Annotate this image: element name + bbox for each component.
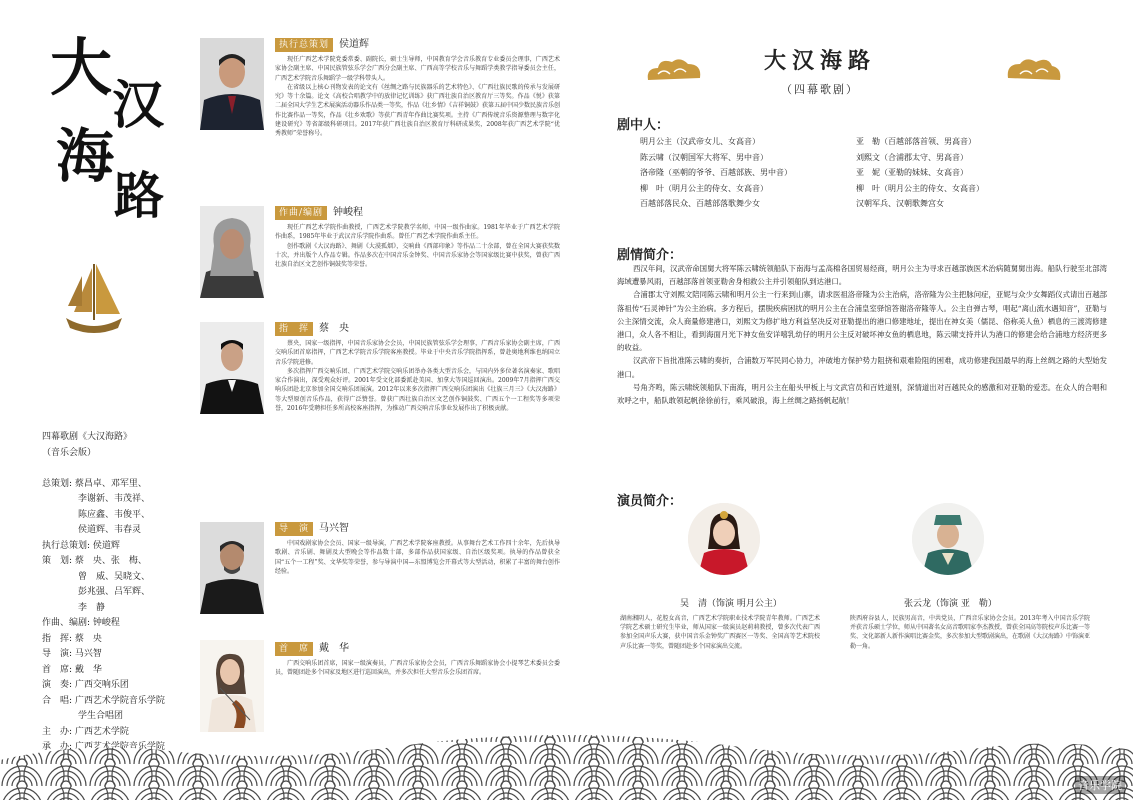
credit-line: 李谢新、韦茂祥、	[42, 494, 151, 504]
credit-line: 合 唱: 广西艺术学院音乐学院	[42, 695, 165, 706]
cast-item: 洛帝隆（巫朝的爷爷、百越部族、男中音）	[640, 168, 792, 177]
calligraphy-title	[50, 31, 190, 230]
credit-line	[42, 461, 192, 477]
role-tag: 作曲/编剧	[275, 206, 327, 220]
opera-title: 大汉海路	[763, 48, 876, 74]
actor-name: 张云龙（饰演 亚 勒）	[904, 599, 997, 609]
cast-item: 汉朝军兵、汉朝歌舞宫女	[856, 199, 944, 208]
credit-line: 陈应鑫、韦俊平、	[42, 509, 151, 520]
bio-paragraph: 蔡央，国家一级指挥，中国音乐家协会会员，中国民族管弦乐学会理事，广西音乐家协会副主席，广西交响乐团首席指挥，广西艺术学院音乐学院客座教授。毕业于中央音乐学院指挥系，曾赴奥地利维也纳国立音乐学院进修。	[275, 340, 560, 366]
credit-line: 执行总策划: 侯道辉	[42, 540, 120, 551]
bio-block-hou	[275, 38, 560, 139]
bio-block-zhong	[275, 206, 560, 269]
bio-block-ma	[275, 522, 560, 576]
synopsis-paragraph: 汉武帝下旨批准陈云啸的奏折，合浦数万军民同心协力，冲破地方保护势力阻挠和艰难险阻的困难，成功修建我国最早的海上丝绸之路的大型始发港口。	[617, 356, 1107, 379]
bio-paragraph: 中国戏剧家协会会员、国家一级导演，广西艺术学院客座教授。从事舞台艺术工作四十余年，先后执导歌剧、音乐剧、舞剧及大型晚会等作品数十部，多部作品获国家级、自治区级奖项。执导的作品曾获全国“五个一工程”奖、文华奖等荣誉，参与导演中国—东盟博览会开幕式等大型活动，积累了丰富的舞台创作经验。	[275, 540, 560, 575]
opera-title-block	[740, 44, 900, 97]
portrait-photo-hou	[200, 38, 264, 130]
portrait-photo-ma	[200, 522, 264, 614]
credit-line: 侯道辉、韦春灵	[42, 525, 142, 535]
cast-item: 柳 叶（明月公主的侍女、女高音）	[640, 183, 768, 193]
synopsis-text	[617, 262, 1107, 407]
title-char: 海	[56, 122, 115, 190]
credit-line: 四幕歌剧《大汉海路》	[42, 432, 133, 442]
credit-line: 演 奏: 广西交响乐团	[42, 680, 129, 690]
person-name: 侯道辉	[339, 39, 370, 51]
person-name: 马兴智	[319, 523, 350, 535]
credit-line: 曾 威、吴晓文、	[42, 571, 151, 582]
credit-line: 承 办: 广西艺术学院音乐学院	[42, 742, 165, 752]
actor-avatar-zhang	[912, 503, 984, 575]
cast-item: 亚 妮（亚勒的妹妹、女高音）	[856, 168, 968, 177]
cast-item: 柳 叶（明月公主的侍女、女高音）	[856, 183, 984, 193]
person-name: 蔡 央	[319, 323, 350, 335]
cast-item: 百越部落民众、百越部落歌舞少女	[640, 199, 760, 208]
bio-paragraph: 现任广西艺术学院党委常委、副院长，硕士生导师，中国教育学会音乐教育专业委员会理事，广西艺术家协会副主席、中国民族管弦乐学会广西分会副主席、广西高等学校音乐与舞蹈学类教学指导委员会主任，广西艺术学院音乐舞蹈学一级学科带头人。	[275, 56, 560, 82]
role-tag: 首 席	[275, 642, 313, 656]
actor-avatar-wu	[688, 503, 760, 575]
opera-subtitle: （四幕歌剧）	[781, 83, 859, 96]
actor-bio: 陕西府谷县人，民族男高音，中共党员，广西音乐家协会会员。2013年考入中国音乐学院并获音乐硕士学位，师从中国著名女高音歌唱家李杰教授，曾获全国高等院校声乐比赛一等奖、文化部新人新作演唱比赛金奖，多次参加大型歌剧演出，在歌剧《大汉海路》中饰演亚勒一角。	[850, 615, 1091, 650]
role-tag: 导 演	[275, 522, 313, 536]
credit-line: 作曲、编剧: 钟峻程	[42, 618, 120, 628]
portrait-photo-cai	[200, 322, 264, 414]
title-char: 汉	[112, 75, 165, 136]
synopsis-paragraph: 合浦郡太守刘熙文陪同陈云啸和明月公主一行来到山寨，请求医祖洛帝隆为公主治病，洛帝隆为公主把脉问症，亚妮与众少女舞蹈仪式请出百越部落祖传“石灵神针”为公主治病。多方程后，摆脱疾病困扰的明月公主在合浦皇室驿馆答谢洛帝隆等人。公主自弹古琴，唱起“离山流水遇知音”，亚勒与公主深情交流，众人商量修建港口，刘熙文为修扩地方利益坚决反对亚勒提出的港口修建地址，提出在神女美（儒昆、俗称美人鱼）栖息的三渡湾修建港口，众人各不相让，看到海面月光下神女鱼安详嘻乳幼仔的明月公主反对破坏神女鱼的栖息地，陈云啸支持并认为港口的修建会给合浦地方经济更多的收益。	[617, 290, 1107, 353]
synopsis-paragraph: 西汉年间，汉武帝命国舅大将军陈云啸统领船队下南海与孟高棉各国贸易经商，明月公主为寻求百越部族医术治病随舅舅出海。船队行驶至北部湾海域遭暴风雨，百越部落首领亚勒舍身相救公主并引领船队到达港口。	[617, 264, 1107, 287]
credit-line: 指 挥: 蔡 央	[42, 633, 102, 644]
title-char: 大	[50, 31, 113, 104]
cast-list-right	[856, 134, 984, 212]
credits-list	[42, 430, 192, 756]
sailboat-icon	[62, 262, 126, 342]
bio-paragraph: 多次指挥广西交响乐团、广西艺术学院交响乐团举办各类大型音乐会，与国内外多位著名演奏家、歌唱家合作演出，深受观众好评。2001年受文化部委派赴美国、加拿大等国巡回演出。2009年7月指挥广西交响乐团赴北京参加全国交响乐团展演。2012年以来多次指挥广西交响乐团演出《壮族三月三》《大汉海路》等大型原创音乐作品，获得广泛赞誉。曾获广西壮族自治区文艺创作铜鼓奖、广西五个一工程奖等多项荣誉，2016年受聘担任多所高校客座指挥，为推动广西交响音乐事业发展作出了积极贡献。	[275, 367, 560, 413]
actors-heading: 演员简介：	[617, 494, 683, 509]
role-tag: 指 挥	[275, 322, 313, 336]
cast-item: 亚 勒（百越部落首领、男高音）	[856, 137, 976, 146]
person-name: 钟峻程	[333, 207, 364, 219]
actor-name: 吴 清（饰演 明月公主）	[680, 599, 782, 609]
auspicious-cloud-icon	[644, 56, 704, 84]
credit-line: 学生合唱团	[42, 711, 124, 721]
auspicious-cloud-icon	[1004, 56, 1064, 84]
credit-line: 彭兆强、吕军辉、	[42, 587, 151, 597]
cast-heading: 剧中人：	[617, 118, 670, 133]
bio-paragraph: 创作歌剧《大汉海路》、舞剧《大漠孤烟》，交响曲《西部印象》等作品二十余部，曾在全国大赛获奖数十次，并出版个人作品专辑。作品多次在中国音乐金钟奖、中国音乐家协会等国家级比赛中获奖，曾获广西壮族自治区文艺创作铜鼓奖等荣誉。	[275, 242, 560, 269]
person-name: 戴 华	[319, 643, 350, 655]
portrait-photo-dai	[200, 640, 264, 732]
credit-line: 首 席: 戴 华	[42, 664, 102, 675]
title-char: 路	[114, 166, 164, 225]
credit-line: 总策划: 蔡昌卓、邓军里、	[42, 478, 147, 489]
wave-pattern	[0, 720, 1133, 800]
bio-paragraph: 广西交响乐团首席，国家一级演奏员，广西音乐家协会会员，广西音乐舞蹈家协会小提琴艺术委员会委员，曾随团赴多个国家及地区进行巡回演出，并多次担任大型音乐会乐团首席。	[275, 660, 560, 677]
bio-block-dai	[275, 642, 560, 678]
bio-paragraph: 在省级以上核心刊物发表的论文有《丝绸之路与民族器乐的艺术特色》、《广西壮族民歌的传承与发展研究》等十余篇。论文《高校合唱教学中的放律记忆训练》获广西壮族自治区教育厅三等奖。作品《悦》获第二届全国大学生艺术展演活动器乐作品类一等奖，作品《壮乡情》《吉祥铜鼓》获第五届中国少数民族音乐创作比赛作品一等奖，作品《壮乡欢歌》等获广西青年作曲比赛奖项。主持《广西传统音乐资源整理与数字化建设研究》等省部级科研项目。2017年获广西壮族自治区教育厅科研成果奖，2008年获广西艺术学院“优秀教师”荣誉称号。	[275, 83, 561, 138]
cast-list-left	[640, 134, 792, 212]
cast-item: 陈云啸（汉朝国军大将军、男中音）	[640, 152, 768, 162]
credit-line: 主 办: 广西艺术学院	[42, 726, 129, 737]
cast-item: 刘熙文（合浦郡太守、男高音）	[856, 152, 968, 162]
role-tag: 执行总策划	[275, 38, 333, 52]
watermark-text: 音乐学院	[1075, 776, 1125, 794]
actor-bio: 湖南湘阴人，花腔女高音，广西艺术学院职业技术学院青年教师。广西艺术学院艺术硕士研究生毕业，师从国家一级演员赵莉莉教授，曾多次代表广西参加全国声乐大赛，获中国音乐金钟奖广西赛区一等奖、全国高等艺术院校声乐比赛一等奖，曾随团赴多个国家演出交流。	[620, 615, 820, 650]
synopsis-paragraph: 号角齐鸣，陈云啸统领船队下南海，明月公主在船头甲板上与文武官员和百姓道别，深情道出对百越民众的感激和对亚勒的爱恋。在众人的合唱和欢呼之中，船队敢领起帆徐徐前行，乘风破浪，海上丝绸之路扬帆起航！	[617, 382, 1107, 406]
credit-line: 导 演: 马兴智	[42, 649, 102, 659]
bio-block-cai	[275, 322, 560, 413]
cast-item: 明月公主（汉武帝女儿、女高音）	[640, 137, 760, 146]
bio-paragraph: 现任广西艺术学院作曲教授，广西艺术学院教学名师，中国一级作曲家。1981年毕业于广西艺术学院作曲系，1985年毕业于武汉音乐学院作曲系。曾任广西艺术学院作曲系主任。	[275, 224, 560, 241]
credit-line: 李 静	[42, 602, 106, 613]
credit-line: 策 划: 蔡 央、张 梅、	[42, 556, 147, 566]
credit-line: （音乐会版）	[42, 447, 97, 458]
portrait-photo-zhong	[200, 206, 264, 298]
synopsis-heading: 剧情简介：	[617, 248, 683, 263]
